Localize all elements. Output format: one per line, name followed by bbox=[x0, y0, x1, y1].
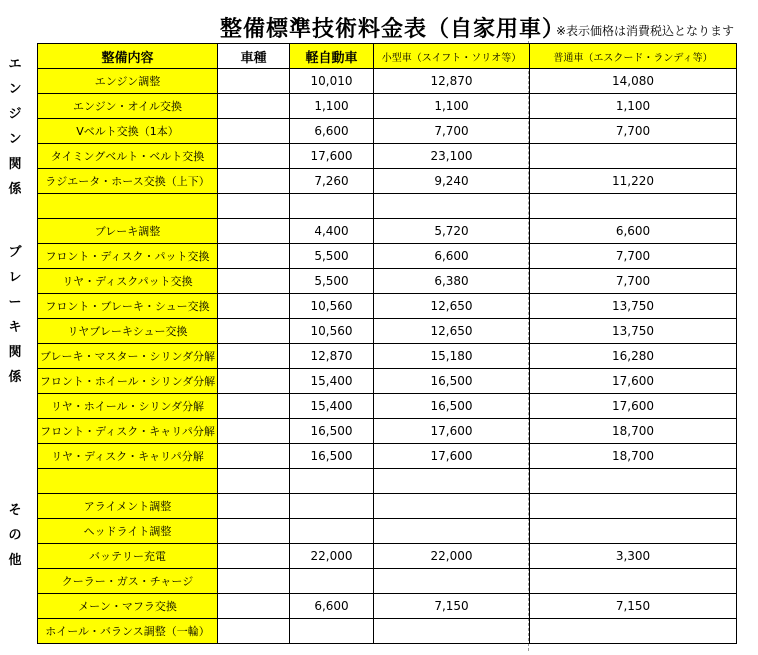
header-service: 整備内容 bbox=[38, 44, 218, 69]
kei-price-cell: 16,500 bbox=[290, 444, 374, 469]
kei-price-cell bbox=[290, 469, 374, 494]
type-cell bbox=[218, 519, 290, 544]
normal-price-cell: 14,080 bbox=[530, 69, 737, 94]
service-cell: アライメント調整 bbox=[38, 494, 218, 519]
side-char: ジ bbox=[8, 107, 22, 122]
normal-price-cell bbox=[530, 494, 737, 519]
page-title: 整備標準技術料金表（自家用車） bbox=[220, 17, 566, 42]
kei-price-cell: 4,400 bbox=[290, 219, 374, 244]
small-price-cell: 12,650 bbox=[374, 319, 530, 344]
small-price-cell bbox=[374, 494, 530, 519]
table-row bbox=[38, 594, 737, 619]
kei-price-cell bbox=[290, 519, 374, 544]
table-row bbox=[38, 444, 737, 469]
kei-price-cell bbox=[290, 569, 374, 594]
normal-price-cell: 13,750 bbox=[530, 294, 737, 319]
side-char: レ bbox=[8, 270, 22, 285]
service-cell: リヤ・ディスク・キャリパ分解 bbox=[38, 444, 218, 469]
small-price-cell: 16,500 bbox=[374, 394, 530, 419]
header-row bbox=[38, 44, 737, 69]
small-price-cell: 23,100 bbox=[374, 144, 530, 169]
type-cell bbox=[218, 94, 290, 119]
type-cell bbox=[218, 594, 290, 619]
table-row bbox=[38, 519, 737, 544]
normal-price-cell: 11,220 bbox=[530, 169, 737, 194]
normal-price-cell: 7,700 bbox=[530, 269, 737, 294]
service-cell: ラジエータ・ホース交換（上下） bbox=[38, 169, 218, 194]
small-price-cell bbox=[374, 569, 530, 594]
table-row bbox=[38, 144, 737, 169]
kei-price-cell bbox=[290, 194, 374, 219]
side-char: ブ bbox=[8, 245, 22, 260]
side-label-brake bbox=[4, 240, 26, 390]
type-cell bbox=[218, 569, 290, 594]
table-row bbox=[38, 419, 737, 444]
normal-price-cell: 1,100 bbox=[530, 94, 737, 119]
table-row bbox=[38, 69, 737, 94]
type-cell bbox=[218, 544, 290, 569]
side-char: エ bbox=[8, 57, 22, 72]
kei-price-cell: 10,560 bbox=[290, 319, 374, 344]
table-row bbox=[38, 469, 737, 494]
table-row bbox=[38, 269, 737, 294]
normal-price-cell: 6,600 bbox=[530, 219, 737, 244]
table-body bbox=[38, 69, 737, 644]
normal-price-cell: 16,280 bbox=[530, 344, 737, 369]
normal-price-cell: 13,750 bbox=[530, 319, 737, 344]
type-cell bbox=[218, 619, 290, 644]
kei-price-cell: 10,560 bbox=[290, 294, 374, 319]
service-cell: フロント・ディスク・キャリパ分解 bbox=[38, 419, 218, 444]
type-cell bbox=[218, 419, 290, 444]
normal-price-cell bbox=[530, 469, 737, 494]
header-small-car: 小型車（スイフト・ソリオ等） bbox=[374, 44, 530, 69]
kei-price-cell: 15,400 bbox=[290, 394, 374, 419]
type-cell bbox=[218, 469, 290, 494]
type-cell bbox=[218, 169, 290, 194]
kei-price-cell: 12,870 bbox=[290, 344, 374, 369]
small-price-cell: 1,100 bbox=[374, 94, 530, 119]
type-cell bbox=[218, 344, 290, 369]
table-row bbox=[38, 169, 737, 194]
normal-price-cell: 17,600 bbox=[530, 394, 737, 419]
service-cell: ブレーキ調整 bbox=[38, 219, 218, 244]
service-cell: リヤブレーキシュー交換 bbox=[38, 319, 218, 344]
service-cell: バッテリー充電 bbox=[38, 544, 218, 569]
table-row bbox=[38, 244, 737, 269]
type-cell bbox=[218, 444, 290, 469]
table-row bbox=[38, 294, 737, 319]
table-row bbox=[38, 119, 737, 144]
small-price-cell: 7,700 bbox=[374, 119, 530, 144]
table-row bbox=[38, 344, 737, 369]
kei-price-cell bbox=[290, 619, 374, 644]
service-cell: エンジン・オイル交換 bbox=[38, 94, 218, 119]
type-cell bbox=[218, 294, 290, 319]
type-cell bbox=[218, 369, 290, 394]
service-cell: ホイール・バランス調整（一輪） bbox=[38, 619, 218, 644]
kei-price-cell: 5,500 bbox=[290, 269, 374, 294]
small-price-cell: 9,240 bbox=[374, 169, 530, 194]
normal-price-cell: 3,300 bbox=[530, 544, 737, 569]
side-char: ー bbox=[8, 295, 22, 310]
kei-price-cell: 10,010 bbox=[290, 69, 374, 94]
service-cell: フロント・ホイール・シリンダ分解 bbox=[38, 369, 218, 394]
normal-price-cell bbox=[530, 619, 737, 644]
service-cell: エンジン調整 bbox=[38, 69, 218, 94]
kei-price-cell: 6,600 bbox=[290, 594, 374, 619]
table-row bbox=[38, 394, 737, 419]
small-price-cell bbox=[374, 469, 530, 494]
type-cell bbox=[218, 119, 290, 144]
type-cell bbox=[218, 494, 290, 519]
small-price-cell: 17,600 bbox=[374, 419, 530, 444]
service-cell: メーン・マフラ交換 bbox=[38, 594, 218, 619]
type-cell bbox=[218, 319, 290, 344]
table-row bbox=[38, 219, 737, 244]
type-cell bbox=[218, 69, 290, 94]
side-char: ン bbox=[8, 132, 22, 147]
service-cell: フロント・ブレーキ・シュー交換 bbox=[38, 294, 218, 319]
table-row bbox=[38, 369, 737, 394]
table-row bbox=[38, 619, 737, 644]
side-label-engine bbox=[4, 52, 26, 202]
small-price-cell: 15,180 bbox=[374, 344, 530, 369]
table-row bbox=[38, 494, 737, 519]
small-price-cell: 17,600 bbox=[374, 444, 530, 469]
kei-price-cell bbox=[290, 494, 374, 519]
service-cell: フロント・ディスク・パット交換 bbox=[38, 244, 218, 269]
small-price-cell: 5,720 bbox=[374, 219, 530, 244]
service-cell: リヤ・ホイール・シリンダ分解 bbox=[38, 394, 218, 419]
normal-price-cell bbox=[530, 144, 737, 169]
normal-price-cell bbox=[530, 569, 737, 594]
normal-price-cell: 18,700 bbox=[530, 419, 737, 444]
kei-price-cell: 7,260 bbox=[290, 169, 374, 194]
side-char: 関 bbox=[8, 345, 22, 360]
side-char: キ bbox=[8, 320, 22, 335]
service-cell: リヤ・ディスクパット交換 bbox=[38, 269, 218, 294]
header-vehicle-type: 車種 bbox=[218, 44, 290, 69]
table-row bbox=[38, 319, 737, 344]
service-cell: Vベルト交換（1本） bbox=[38, 119, 218, 144]
side-char: そ bbox=[8, 503, 22, 518]
side-char: 係 bbox=[8, 182, 22, 197]
normal-price-cell: 7,150 bbox=[530, 594, 737, 619]
small-price-cell: 22,000 bbox=[374, 544, 530, 569]
small-price-cell: 12,870 bbox=[374, 69, 530, 94]
service-cell: タイミングベルト・ベルト交換 bbox=[38, 144, 218, 169]
side-char: ン bbox=[8, 82, 22, 97]
side-char: 関 bbox=[8, 157, 22, 172]
header-normal-car: 普通車（エスクード・ランディ等） bbox=[530, 44, 737, 69]
small-price-cell bbox=[374, 194, 530, 219]
small-price-cell: 12,650 bbox=[374, 294, 530, 319]
small-price-cell: 6,380 bbox=[374, 269, 530, 294]
kei-price-cell: 15,400 bbox=[290, 369, 374, 394]
type-cell bbox=[218, 194, 290, 219]
type-cell bbox=[218, 144, 290, 169]
side-char: 他 bbox=[8, 553, 22, 568]
normal-price-cell: 7,700 bbox=[530, 244, 737, 269]
kei-price-cell: 17,600 bbox=[290, 144, 374, 169]
service-cell bbox=[38, 194, 218, 219]
normal-price-cell: 18,700 bbox=[530, 444, 737, 469]
normal-price-cell: 7,700 bbox=[530, 119, 737, 144]
table-row bbox=[38, 544, 737, 569]
type-cell bbox=[218, 244, 290, 269]
type-cell bbox=[218, 394, 290, 419]
header-kei: 軽自動車 bbox=[290, 44, 374, 69]
small-price-cell: 16,500 bbox=[374, 369, 530, 394]
small-price-cell bbox=[374, 619, 530, 644]
normal-price-cell bbox=[530, 519, 737, 544]
service-cell: ブレーキ・マスター・シリンダ分解 bbox=[38, 344, 218, 369]
small-price-cell: 7,150 bbox=[374, 594, 530, 619]
service-cell: クーラー・ガス・チャージ bbox=[38, 569, 218, 594]
kei-price-cell: 16,500 bbox=[290, 419, 374, 444]
side-char: の bbox=[8, 528, 22, 543]
service-cell bbox=[38, 469, 218, 494]
side-label-other bbox=[4, 498, 26, 573]
kei-price-cell: 22,000 bbox=[290, 544, 374, 569]
service-cell: ヘッドライト調整 bbox=[38, 519, 218, 544]
side-char: 係 bbox=[8, 370, 22, 385]
table-row bbox=[38, 194, 737, 219]
price-table bbox=[37, 43, 737, 644]
small-price-cell: 6,600 bbox=[374, 244, 530, 269]
normal-price-cell bbox=[530, 194, 737, 219]
table-row bbox=[38, 94, 737, 119]
kei-price-cell: 5,500 bbox=[290, 244, 374, 269]
table-row bbox=[38, 569, 737, 594]
type-cell bbox=[218, 269, 290, 294]
tax-note: ※表示価格は消費税込となります bbox=[556, 24, 735, 38]
normal-price-cell: 17,600 bbox=[530, 369, 737, 394]
kei-price-cell: 6,600 bbox=[290, 119, 374, 144]
type-cell bbox=[218, 219, 290, 244]
small-price-cell bbox=[374, 519, 530, 544]
kei-price-cell: 1,100 bbox=[290, 94, 374, 119]
